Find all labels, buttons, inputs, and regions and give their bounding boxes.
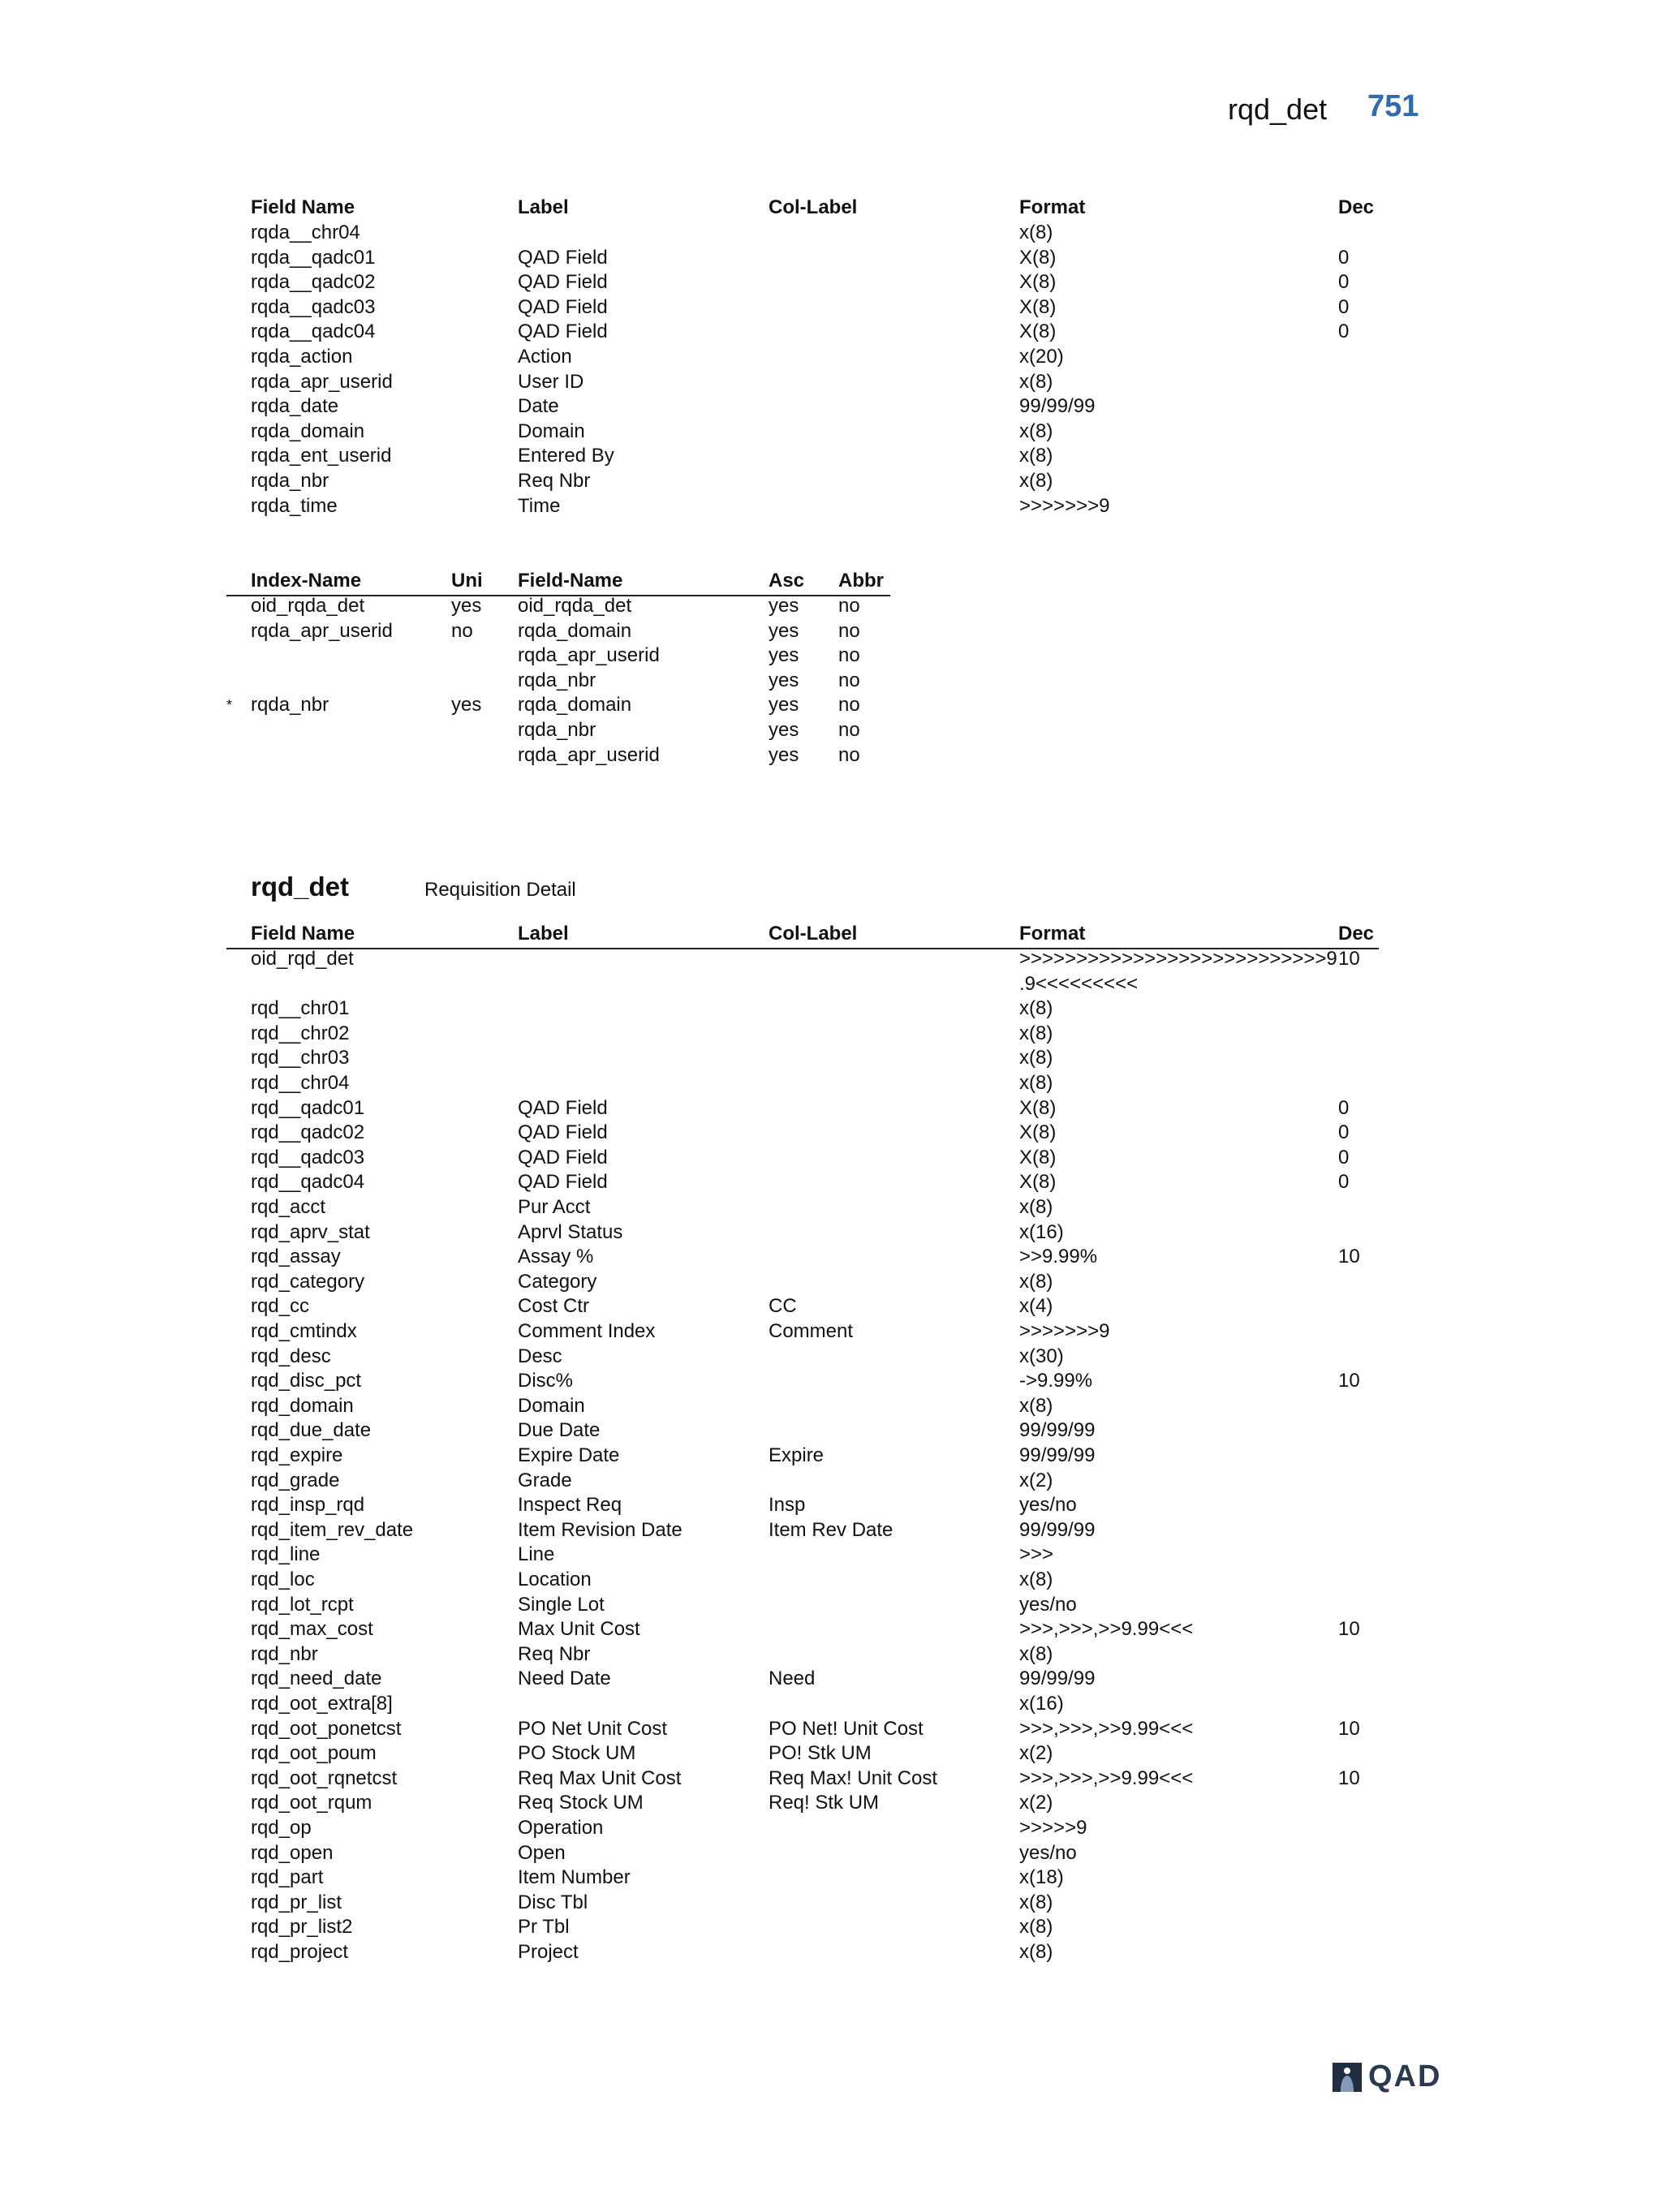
field-name-cell: rqd_insp_rqd [251, 1494, 365, 1517]
field-name-cell: rqd_oot_rqum [251, 1792, 372, 1814]
field-name-cell: rqd_due_date [251, 1419, 372, 1442]
format-cell: >>>,>>>,>>9.99<<< [1019, 1767, 1194, 1789]
field-name-cell: rqd_project [251, 1941, 349, 1963]
label-cell: User ID [518, 370, 584, 393]
format-cell: >>>>>>>9 [1019, 1320, 1110, 1342]
label-cell: QAD Field [518, 321, 608, 343]
field-name-cell: rqd_line [251, 1543, 321, 1566]
col-header-label: Label [518, 196, 569, 218]
index-field-cell: rqda_apr_userid [518, 743, 660, 766]
label-cell: Date [518, 395, 559, 418]
format-cell: x(2) [1019, 1469, 1053, 1491]
asc-cell: yes [769, 595, 799, 617]
format-cell: 99/99/99 [1019, 1419, 1096, 1442]
label-cell: QAD Field [518, 246, 608, 269]
format-cell: x(8) [1019, 997, 1053, 1020]
label-cell: Line [518, 1543, 555, 1566]
label-cell: Pr Tbl [518, 1916, 570, 1939]
col-header-label: Label [518, 923, 569, 945]
format-cell: yes/no [1019, 1593, 1077, 1616]
col-label-cell: Req Max! Unit Cost [769, 1767, 938, 1789]
field-name-cell: rqda__qadc01 [251, 246, 376, 269]
field-name-cell: rqd__chr02 [251, 1022, 350, 1044]
label-cell: PO Net Unit Cost [518, 1717, 668, 1740]
field-name-cell: rqda_time [251, 494, 338, 517]
field-name-cell: rqda_domain [251, 420, 365, 442]
label-cell: Desc [518, 1345, 562, 1367]
col-label-cell: Insp [769, 1494, 806, 1517]
col-header-index-name: Index-Name [251, 570, 362, 592]
label-cell: Domain [518, 1394, 585, 1417]
abbr-cell: no [838, 669, 860, 691]
format-cell: .9<<<<<<<<< [1019, 972, 1139, 995]
label-cell: Req Nbr [518, 1642, 591, 1665]
format-cell: X(8) [1019, 271, 1057, 294]
col-header-field-name: Field-Name [518, 570, 623, 592]
format-cell: x(2) [1019, 1792, 1053, 1814]
field-name-cell: rqd_grade [251, 1469, 340, 1491]
asc-cell: yes [769, 743, 799, 766]
field-name-cell: rqd_category [251, 1270, 365, 1293]
dec-cell: 0 [1338, 1171, 1350, 1194]
col-label-cell: CC [769, 1295, 797, 1318]
label-cell: PO Stock UM [518, 1742, 636, 1765]
format-cell: >>>>>9 [1019, 1817, 1087, 1839]
label-cell: Need Date [518, 1668, 611, 1690]
qad-logo-icon [1331, 2061, 1363, 2094]
label-cell: Open [518, 1841, 566, 1864]
qad-logo-text: QAD [1368, 2059, 1442, 2094]
label-cell: QAD Field [518, 1121, 608, 1144]
abbr-cell: no [838, 595, 860, 617]
format-cell: x(8) [1019, 1891, 1053, 1913]
format-cell: X(8) [1019, 246, 1057, 269]
label-cell: Operation [518, 1817, 604, 1839]
index-name-cell: rqda_nbr [251, 694, 329, 717]
dec-cell: 10 [1338, 1767, 1360, 1789]
uni-cell: yes [451, 595, 482, 617]
asc-cell: yes [769, 719, 799, 741]
field-name-cell: rqda_date [251, 395, 339, 418]
col-header-asc: Asc [769, 570, 805, 592]
label-cell: Disc% [518, 1370, 574, 1392]
col-header-abbr: Abbr [838, 570, 884, 592]
col-header-dec: Dec [1338, 923, 1375, 945]
abbr-cell: no [838, 644, 860, 667]
field-name-cell: rqda_apr_userid [251, 370, 393, 393]
index-field-cell: oid_rqda_det [518, 595, 632, 617]
format-cell: x(8) [1019, 370, 1053, 393]
field-name-cell: rqda__qadc04 [251, 321, 376, 343]
format-cell: yes/no [1019, 1494, 1077, 1517]
field-name-cell: rqd__qadc01 [251, 1096, 365, 1119]
field-name-cell: rqd__chr03 [251, 1047, 350, 1069]
field-name-cell: rqda__qadc03 [251, 295, 376, 318]
dec-cell: 0 [1338, 295, 1350, 318]
index-field-cell: rqda_apr_userid [518, 644, 660, 667]
label-cell: Req Max Unit Cost [518, 1767, 682, 1789]
format-cell: 99/99/99 [1019, 1444, 1096, 1466]
field-name-cell: rqd__qadc03 [251, 1146, 365, 1168]
dec-cell: 10 [1338, 1370, 1360, 1392]
label-cell: Expire Date [518, 1444, 620, 1466]
format-cell: x(16) [1019, 1693, 1064, 1715]
label-cell: QAD Field [518, 295, 608, 318]
label-cell: Req Stock UM [518, 1792, 644, 1814]
format-cell: 99/99/99 [1019, 1518, 1096, 1541]
col-header-format: Format [1019, 923, 1086, 945]
format-cell: x(8) [1019, 1916, 1053, 1939]
dec-cell: 10 [1338, 1618, 1360, 1641]
format-cell: x(18) [1019, 1866, 1064, 1889]
field-name-cell: rqda_action [251, 346, 353, 368]
field-name-cell: rqd_expire [251, 1444, 343, 1466]
label-cell: QAD Field [518, 1096, 608, 1119]
col-header-uni: Uni [451, 570, 483, 592]
format-cell: X(8) [1019, 295, 1057, 318]
format-cell: x(4) [1019, 1295, 1053, 1318]
field-name-cell: rqd_oot_rqnetcst [251, 1767, 398, 1789]
field-name-cell: rqd_disc_pct [251, 1370, 362, 1392]
field-name-cell: rqd__chr04 [251, 1072, 350, 1094]
field-name-cell: rqd_domain [251, 1394, 354, 1417]
format-cell: x(8) [1019, 445, 1053, 467]
label-cell: Comment Index [518, 1320, 656, 1342]
asc-cell: yes [769, 694, 799, 717]
field-name-cell: rqd_max_cost [251, 1618, 373, 1641]
format-cell: >>>>>>>9 [1019, 494, 1110, 517]
col-label-cell: Item Rev Date [769, 1518, 893, 1541]
field-name-cell: rqd_oot_ponetcst [251, 1717, 402, 1740]
field-name-cell: rqd_oot_extra[8] [251, 1693, 393, 1715]
field-name-cell: rqda__qadc02 [251, 271, 376, 294]
field-name-cell: rqd_aprv_stat [251, 1220, 370, 1243]
col-header-format: Format [1019, 196, 1086, 218]
format-cell: x(8) [1019, 470, 1053, 492]
field-name-cell: rqd_need_date [251, 1668, 382, 1690]
format-cell: x(8) [1019, 1196, 1053, 1218]
abbr-cell: no [838, 743, 860, 766]
label-cell: Inspect Req [518, 1494, 622, 1517]
label-cell: QAD Field [518, 271, 608, 294]
col-label-cell: PO! Stk UM [769, 1742, 872, 1765]
label-cell: Domain [518, 420, 585, 442]
format-cell: 99/99/99 [1019, 395, 1096, 418]
uni-cell: yes [451, 694, 482, 717]
format-cell: x(8) [1019, 1022, 1053, 1044]
field-name-cell: rqda_ent_userid [251, 445, 392, 467]
format-cell: x(8) [1019, 1270, 1053, 1293]
col-header-field-name: Field Name [251, 196, 355, 218]
field-name-cell: rqd_pr_list [251, 1891, 342, 1913]
col-header-dec: Dec [1338, 196, 1375, 218]
index-name-cell: oid_rqda_det [251, 595, 365, 617]
dec-cell: 0 [1338, 1121, 1350, 1144]
section-description: Requisition Detail [424, 879, 576, 901]
dec-cell: 0 [1338, 1146, 1350, 1168]
label-cell: Time [518, 494, 561, 517]
label-cell: Item Revision Date [518, 1518, 682, 1541]
field-name-cell: rqd_open [251, 1841, 334, 1864]
col-label-cell: Comment [769, 1320, 854, 1342]
dec-cell: 10 [1338, 1246, 1360, 1268]
uni-cell: no [451, 619, 473, 642]
label-cell: Max Unit Cost [518, 1618, 640, 1641]
field-name-cell: rqd_assay [251, 1246, 341, 1268]
format-cell: >>9.99% [1019, 1246, 1098, 1268]
dec-cell: 0 [1338, 321, 1350, 343]
format-cell: x(20) [1019, 346, 1064, 368]
field-name-cell: rqd__chr01 [251, 997, 350, 1020]
format-cell: x(8) [1019, 1569, 1053, 1590]
field-name-cell: rqda_nbr [251, 470, 329, 492]
index-field-cell: rqda_nbr [518, 719, 596, 741]
format-cell: x(30) [1019, 1345, 1064, 1367]
label-cell: Single Lot [518, 1593, 605, 1616]
format-cell: x(8) [1019, 1072, 1053, 1094]
field-name-cell: rqd_cc [251, 1295, 310, 1318]
asc-cell: yes [769, 669, 799, 691]
label-cell: QAD Field [518, 1171, 608, 1194]
label-cell: Location [518, 1569, 592, 1590]
col-label-cell: Req! Stk UM [769, 1792, 880, 1814]
field-name-cell: oid_rqd_det [251, 948, 354, 970]
dec-cell: 0 [1338, 1096, 1350, 1119]
format-cell: x(8) [1019, 420, 1053, 442]
abbr-cell: no [838, 719, 860, 741]
field-name-cell: rqd_loc [251, 1569, 315, 1590]
format-cell: x(8) [1019, 222, 1053, 243]
dec-cell: 10 [1338, 1717, 1360, 1740]
field-name-cell: rqd_desc [251, 1345, 331, 1367]
label-cell: Disc Tbl [518, 1891, 588, 1913]
field-name-cell: rqd_cmtindx [251, 1320, 357, 1342]
field-name-cell: rqd_acct [251, 1196, 326, 1218]
label-cell: Pur Acct [518, 1196, 591, 1218]
field-name-cell: rqd_pr_list2 [251, 1916, 353, 1939]
col-header-col-label: Col-Label [769, 923, 858, 945]
format-cell: x(8) [1019, 1642, 1053, 1665]
col-header-field-name: Field Name [251, 923, 355, 945]
format-cell: X(8) [1019, 1171, 1057, 1194]
section-title: rqd_det [251, 871, 350, 902]
label-cell: Category [518, 1270, 597, 1293]
index-field-cell: rqda_nbr [518, 669, 596, 691]
page-number: 751 [1367, 89, 1419, 123]
index-name-cell: rqda_apr_userid [251, 619, 393, 642]
field-name-cell: rqd_oot_poum [251, 1742, 377, 1765]
label-cell: Aprvl Status [518, 1220, 623, 1243]
asc-cell: yes [769, 644, 799, 667]
format-cell: X(8) [1019, 321, 1057, 343]
format-cell: >>>,>>>,>>9.99<<< [1019, 1618, 1194, 1641]
field-name-cell: rqd_op [251, 1817, 312, 1839]
field-name-cell: rqd_nbr [251, 1642, 318, 1665]
format-cell: X(8) [1019, 1096, 1057, 1119]
format-cell: yes/no [1019, 1841, 1077, 1864]
primary-index-marker: * [226, 697, 233, 714]
format-cell: ->9.99% [1019, 1370, 1093, 1392]
dec-cell: 0 [1338, 246, 1350, 269]
page-header-table-name: rqd_det [1228, 93, 1328, 126]
label-cell: Req Nbr [518, 470, 591, 492]
abbr-cell: no [838, 619, 860, 642]
dec-cell: 0 [1338, 271, 1350, 294]
col-label-cell: PO Net! Unit Cost [769, 1717, 924, 1740]
format-cell: x(8) [1019, 1941, 1053, 1963]
label-cell: Grade [518, 1469, 572, 1491]
format-cell: 99/99/99 [1019, 1668, 1096, 1690]
col-label-cell: Expire [769, 1444, 825, 1466]
field-name-cell: rqd__qadc02 [251, 1121, 365, 1144]
field-name-cell: rqd_item_rev_date [251, 1518, 414, 1541]
format-cell: >>> [1019, 1543, 1054, 1566]
field-name-cell: rqd_part [251, 1866, 324, 1889]
asc-cell: yes [769, 619, 799, 642]
field-name-cell: rqd__qadc04 [251, 1171, 365, 1194]
label-cell: Action [518, 346, 572, 368]
label-cell: Due Date [518, 1419, 601, 1442]
label-cell: QAD Field [518, 1146, 608, 1168]
format-cell: X(8) [1019, 1121, 1057, 1144]
label-cell: Entered By [518, 445, 614, 467]
abbr-cell: no [838, 694, 860, 717]
field-name-cell: rqda__chr04 [251, 222, 360, 243]
col-label-cell: Need [769, 1668, 816, 1690]
field-name-cell: rqd_lot_rcpt [251, 1593, 354, 1616]
format-cell: >>>,>>>,>>9.99<<< [1019, 1717, 1194, 1740]
format-cell: x(2) [1019, 1742, 1053, 1765]
dec-cell: 10 [1338, 948, 1360, 970]
format-cell: >>>>>>>>>>>>>>>>>>>>>>>>>>>9 [1019, 948, 1337, 970]
format-cell: x(16) [1019, 1220, 1064, 1243]
index-field-cell: rqda_domain [518, 619, 632, 642]
label-cell: Assay % [518, 1246, 594, 1268]
qad-logo [1331, 2061, 1449, 2095]
index-field-cell: rqda_domain [518, 694, 632, 717]
format-cell: x(8) [1019, 1047, 1053, 1069]
label-cell: Project [518, 1941, 579, 1963]
format-cell: x(8) [1019, 1394, 1053, 1417]
label-cell: Item Number [518, 1866, 631, 1889]
label-cell: Cost Ctr [518, 1295, 590, 1318]
col-header-col-label: Col-Label [769, 196, 858, 218]
format-cell: X(8) [1019, 1146, 1057, 1168]
